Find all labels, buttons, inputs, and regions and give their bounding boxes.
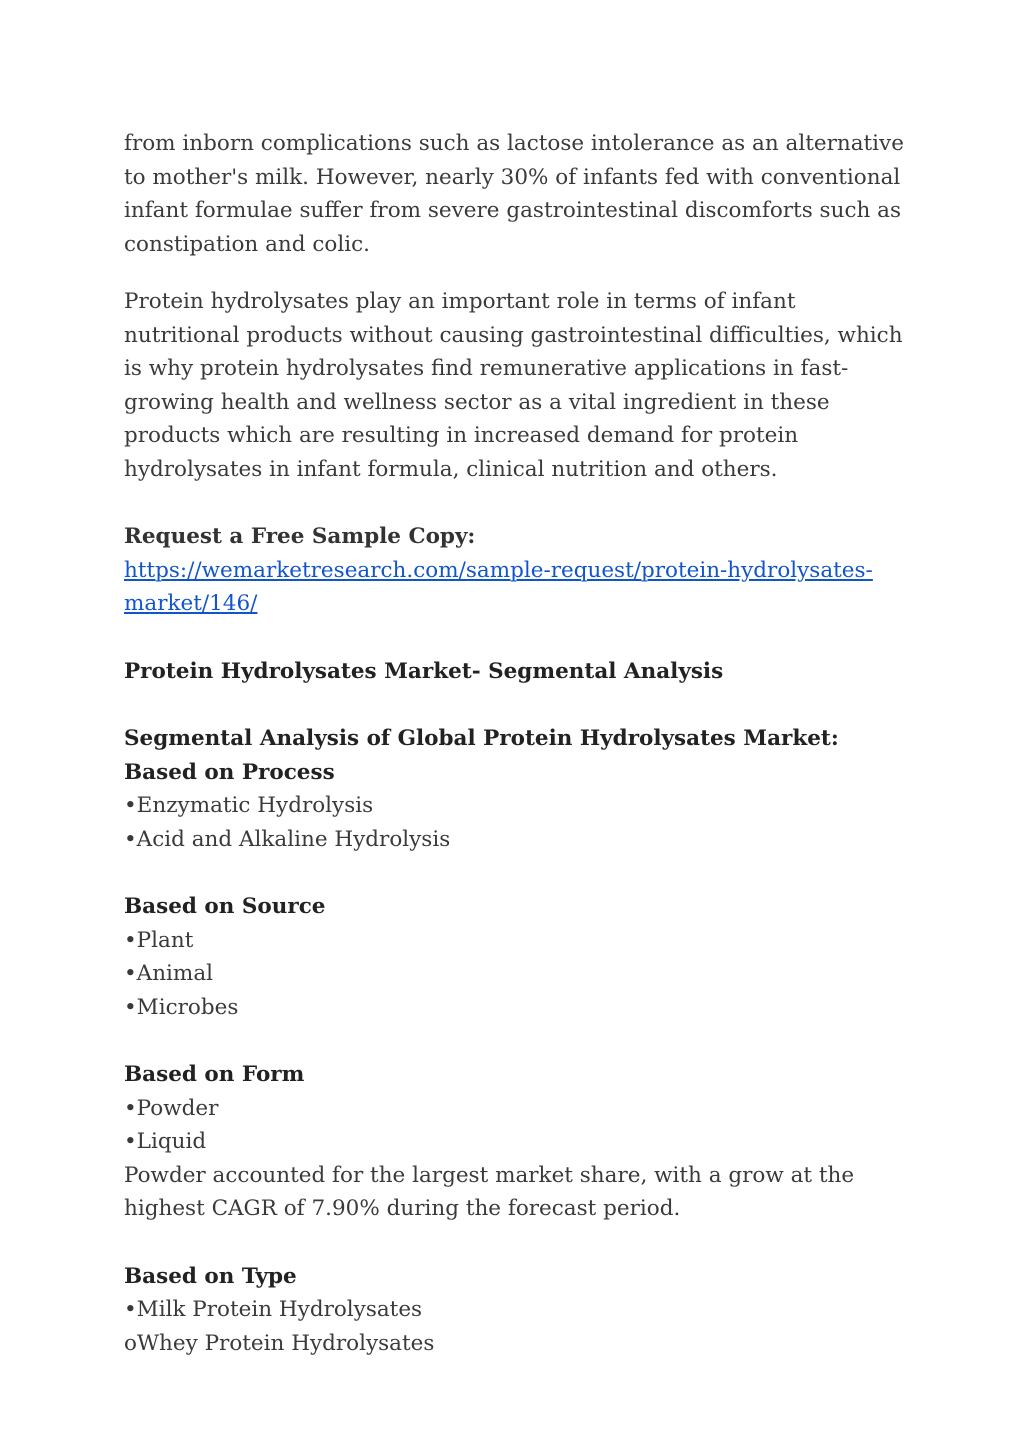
spacer	[124, 621, 914, 655]
list-item: •Milk Protein Hydrolysates	[124, 1297, 423, 1322]
section-title: Protein Hydrolysates Market- Segmental Analysis	[124, 658, 724, 684]
list-item: •Liquid	[124, 1129, 207, 1154]
protein-hydrolysates-paragraph: Protein hydrolysates play an important role in terms of infant nutritional products without causing gastrointestinal difficulties, which is why protein hydrolysates find remunerative applications in fast-growing health and wellness sector as a vital ingredient in these products which are resulting in increased demand for protein hydrolysates in infant formula, clinical nutrition and others.	[124, 289, 903, 482]
type-heading: Based on Type	[124, 1263, 297, 1289]
spacer	[124, 856, 914, 890]
spacer	[124, 486, 914, 520]
list-item: •Animal	[124, 961, 214, 986]
intro-paragraph: from inborn complications such as lactose intolerance as an alternative to mother's milk. However, nearly 30% of infants fed with conventional infant formulae suffer from severe gastrointestinal discomforts such as constipation and colic.	[124, 131, 904, 257]
document-page	[124, 127, 914, 1360]
sample-request-link[interactable]: https://wemarketresearch.com/sample-request/protein-hydrolysates-market/146/	[124, 557, 873, 616]
spacer	[124, 1226, 914, 1260]
list-item: oWhey Protein Hydrolysates	[124, 1330, 435, 1356]
spacer	[124, 261, 914, 285]
sample-request-label: Request a Free Sample Copy:	[124, 524, 476, 549]
source-heading: Based on Source	[124, 894, 326, 919]
sample-request-line	[124, 520, 914, 621]
segment-intro-heading: Segmental Analysis of Global Protein Hydrolysates Market:	[124, 726, 839, 751]
process-heading: Based on Process	[124, 759, 335, 785]
form-note-paragraph: Powder accounted for the largest market share, with a grow at the highest CAGR of 7.90% during the forecast period.	[124, 1162, 855, 1221]
form-heading: Based on Form	[124, 1062, 305, 1087]
list-item: •Acid and Alkaline Hydrolysis	[124, 826, 451, 852]
spacer	[124, 688, 914, 722]
list-item: •Microbes	[124, 994, 239, 1020]
spacer	[124, 1024, 914, 1058]
list-item: •Plant	[124, 927, 194, 953]
list-item: •Enzymatic Hydrolysis	[124, 793, 374, 818]
list-item: •Powder	[124, 1095, 219, 1121]
